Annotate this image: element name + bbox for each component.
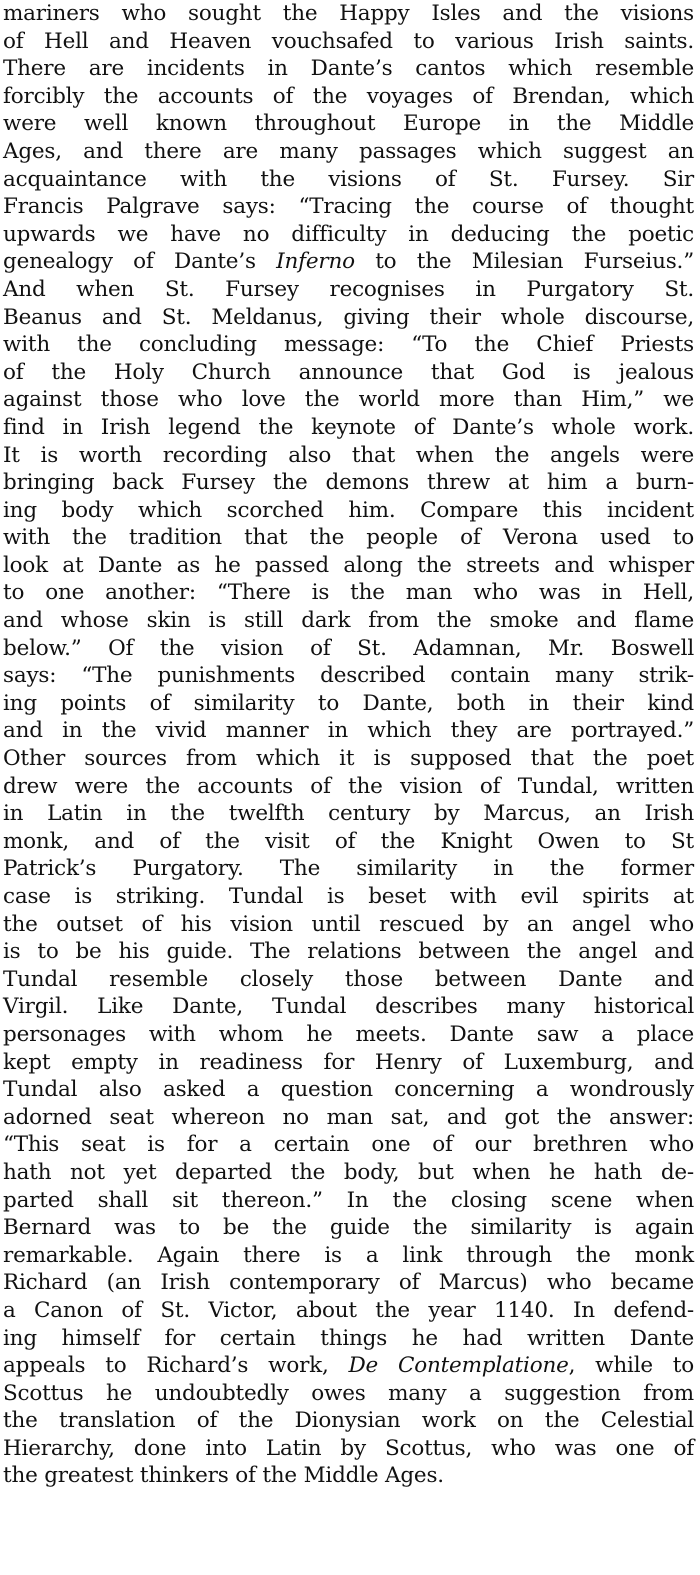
text-line: and in the vivid manner in which they are portrayed.”: [3, 718, 694, 744]
text-line: the outset of his vision until rescued by an angel who: [3, 911, 694, 937]
text-line: with the tradition that the people of Verona used to: [3, 525, 694, 551]
text-run: appeals to Richard’s work,: [3, 1353, 349, 1379]
text-line: Tundal also asked a question concerning a wondrously: [3, 1077, 694, 1103]
text-line: remarkable. Again there is a link through the monk: [3, 1242, 694, 1268]
body-text: [3, 0, 694, 1490]
text-line: It is worth recording also that when the angels were: [3, 442, 694, 468]
text-line: were well known throughout Europe in the Middle: [3, 111, 694, 137]
text-line: Ages, and there are many passages which suggest an: [3, 138, 694, 164]
text-line: with the concluding message: “To the Chief Priests: [3, 332, 694, 358]
italic-title: Inferno: [276, 249, 355, 275]
text-line: the greatest thinkers of the Middle Ages.: [3, 1463, 444, 1489]
text-line: acquaintance with the visions of St. Fursey. Sir: [3, 166, 694, 192]
text-run: , while to: [568, 1353, 694, 1379]
text-line: Virgil. Like Dante, Tundal describes many historical: [3, 994, 694, 1020]
text-line: monk, and of the visit of the Knight Owen to St: [3, 828, 694, 854]
text-line: Other sources from which it is supposed that the poet: [3, 746, 694, 772]
text-line: to one another: “There is the man who was in Hell,: [3, 580, 694, 606]
text-line: Hierarchy, done into Latin by Scottus, who was one of: [3, 1435, 694, 1461]
text-line: bringing back Fursey the demons threw at him a burn-: [3, 470, 694, 496]
text-line: And when St. Fursey recognises in Purgatory St.: [3, 276, 694, 302]
text-line: against those who love the world more than Him,” we: [3, 387, 694, 413]
text-line: Bernard was to be the guide the similarity is again: [3, 1215, 694, 1241]
text-line: below.” Of the vision of St. Adamnan, Mr. Boswell: [3, 635, 694, 661]
text-line: personages with whom he meets. Dante saw a place: [3, 1021, 694, 1047]
text-line: Tundal resemble closely those between Dante and: [3, 966, 694, 992]
text-line: look at Dante as he passed along the streets and whisper: [3, 552, 694, 578]
text-line: hath not yet departed the body, but when he hath de-: [3, 1159, 694, 1185]
text-line: ing body which scorched him. Compare this incident: [3, 497, 694, 523]
text-line: and whose skin is still dark from the smoke and flame: [3, 608, 694, 634]
text-line: ing himself for certain things he had written Dante: [3, 1325, 694, 1351]
text-line: kept empty in readiness for Henry of Luxemburg, and: [3, 1049, 694, 1075]
text-line: forcibly the accounts of the voyages of Brendan, which: [3, 83, 694, 109]
text-line: Richard (an Irish contemporary of Marcus) who became: [3, 1270, 694, 1296]
text-line: [3, 248, 694, 276]
text-line: upwards we have no difficulty in deducing the poetic: [3, 221, 694, 247]
text-line: drew were the accounts of the vision of Tundal, written: [3, 773, 694, 799]
text-line: says: “The punishments described contain many strik-: [3, 663, 694, 689]
text-line: ing points of similarity to Dante, both in their kind: [3, 690, 694, 716]
text-line: Beanus and St. Meldanus, giving their whole discourse,: [3, 304, 694, 330]
text-line: Francis Palgrave says: “Tracing the course of thought: [3, 194, 694, 220]
text-line: in Latin in the twelfth century by Marcus, an Irish: [3, 801, 694, 827]
text-line: There are incidents in Dante’s cantos which resemble: [3, 56, 694, 82]
text-line: adorned seat whereon no man sat, and got the answer:: [3, 1104, 694, 1130]
text-line: case is striking. Tundal is beset with evil spirits at: [3, 884, 694, 909]
text-line: [3, 1352, 694, 1380]
text-run: to the Milesian Furseius.”: [354, 249, 694, 275]
text-line: find in Irish legend the keynote of Dante’s whole work.: [3, 414, 694, 440]
text-line: of the Holy Church announce that God is jealous: [3, 359, 694, 385]
text-line: Scottus he undoubtedly owes many a suggestion from: [3, 1380, 694, 1406]
text-line: “This seat is for a certain one of our brethren who: [3, 1132, 694, 1158]
text-line: mariners who sought the Happy Isles and the visions: [3, 1, 694, 26]
text-line: the translation of the Dionysian work on the Celestial: [3, 1408, 694, 1434]
text-line: Patrick’s Purgatory. The similarity in the former: [3, 856, 694, 882]
text-line: of Hell and Heaven vouchsafed to various Irish saints.: [3, 28, 694, 54]
italic-title: De Contemplatione: [348, 1353, 569, 1379]
text-run: genealogy of Dante’s: [3, 249, 277, 275]
text-line: parted shall sit thereon.” In the closing scene when: [3, 1187, 694, 1213]
text-line: a Canon of St. Victor, about the year 1140. In defend-: [3, 1297, 694, 1323]
text-line: is to be his guide. The relations between the angel and: [3, 939, 694, 965]
